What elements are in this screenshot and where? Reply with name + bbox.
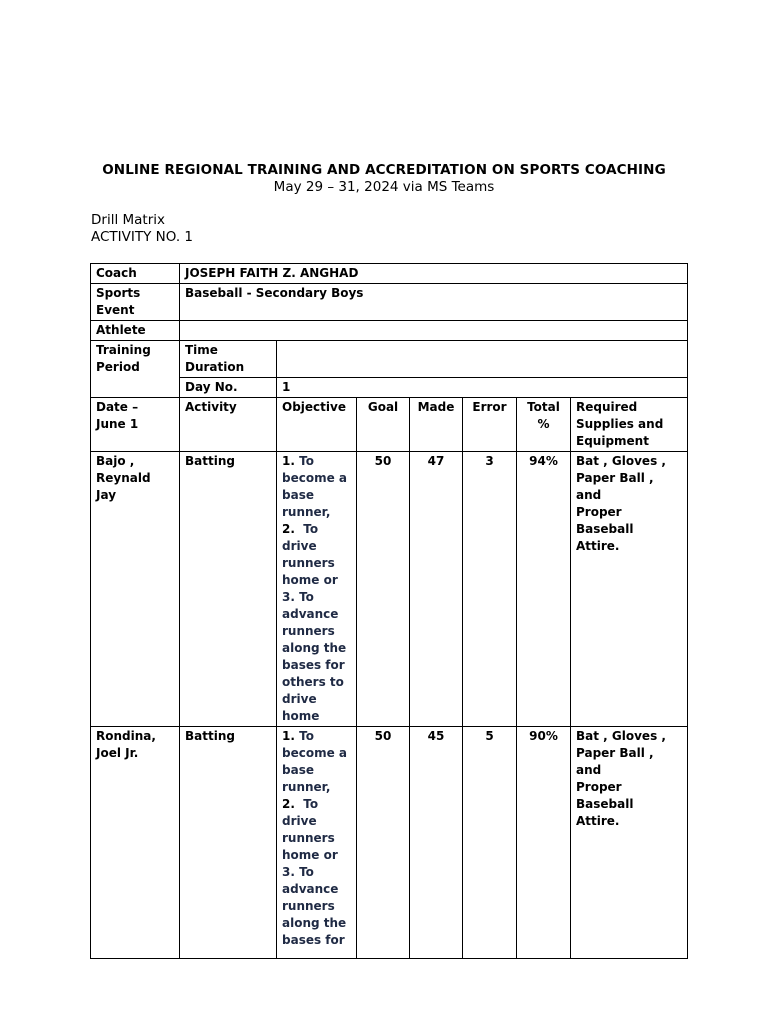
- athlete-label: Athlete: [91, 321, 180, 341]
- sports-event-value: Baseball - Secondary Boys: [180, 284, 688, 321]
- table-row: [91, 727, 688, 959]
- sports-event-row: [91, 284, 688, 321]
- document-title: ONLINE REGIONAL TRAINING AND ACCREDITATION ON SPORTS COACHING: [102, 162, 666, 178]
- sports-event-label: Sports Event: [91, 284, 180, 321]
- document-subtitle: May 29 – 31, 2024 via MS Teams: [273, 179, 495, 195]
- day-number-label: Day No.: [180, 378, 277, 398]
- coach-row: [91, 264, 688, 284]
- objective-cell: 1. To become a base runner, 2. To drive runners home or 3. To advance runners along the bases for: [277, 727, 357, 959]
- activity-number-label: ACTIVITY NO. 1: [91, 229, 194, 245]
- column-header-row: [91, 398, 688, 452]
- athlete-row: [91, 321, 688, 341]
- time-duration-label: Time Duration: [180, 341, 277, 378]
- header-total: Total %: [517, 398, 571, 452]
- header-made: Made: [410, 398, 463, 452]
- made-cell: 45: [410, 727, 463, 959]
- total-cell: 94%: [517, 452, 571, 727]
- athlete-value: [180, 321, 688, 341]
- athlete-name: Rondina, Joel Jr.: [91, 727, 180, 959]
- activity-cell: Batting: [180, 727, 277, 959]
- made-cell: 47: [410, 452, 463, 727]
- day-number-row: [91, 378, 688, 398]
- table-row: [91, 452, 688, 727]
- drill-matrix-label: Drill Matrix: [91, 212, 165, 228]
- error-cell: 5: [463, 727, 517, 959]
- time-duration-row: [91, 341, 688, 378]
- header-supplies: Required Supplies and Equipment: [571, 398, 688, 452]
- drill-matrix-table: [90, 263, 688, 959]
- objective-cell: 1. To become a base runner, 2. To drive runners home or 3. To advance runners along the bases for others to drive home: [277, 452, 357, 727]
- coach-value: JOSEPH FAITH Z. ANGHAD: [180, 264, 688, 284]
- athlete-name: Bajo , Reynald Jay: [91, 452, 180, 727]
- goal-cell: 50: [357, 452, 410, 727]
- supplies-cell: Bat , Gloves , Paper Ball , and Proper Baseball Attire.: [571, 727, 688, 959]
- header-goal: Goal: [357, 398, 410, 452]
- coach-label: Coach: [91, 264, 180, 284]
- goal-cell: 50: [357, 727, 410, 959]
- activity-cell: Batting: [180, 452, 277, 727]
- supplies-cell: Bat , Gloves , Paper Ball , and Proper Baseball Attire.: [571, 452, 688, 727]
- error-cell: 3: [463, 452, 517, 727]
- training-period-label: Training Period: [91, 341, 180, 398]
- day-number-value: 1: [277, 378, 688, 398]
- header-date: Date – June 1: [91, 398, 180, 452]
- time-duration-value: [277, 341, 688, 378]
- total-cell: 90%: [517, 727, 571, 959]
- header-objective: Objective: [277, 398, 357, 452]
- header-activity: Activity: [180, 398, 277, 452]
- header-error: Error: [463, 398, 517, 452]
